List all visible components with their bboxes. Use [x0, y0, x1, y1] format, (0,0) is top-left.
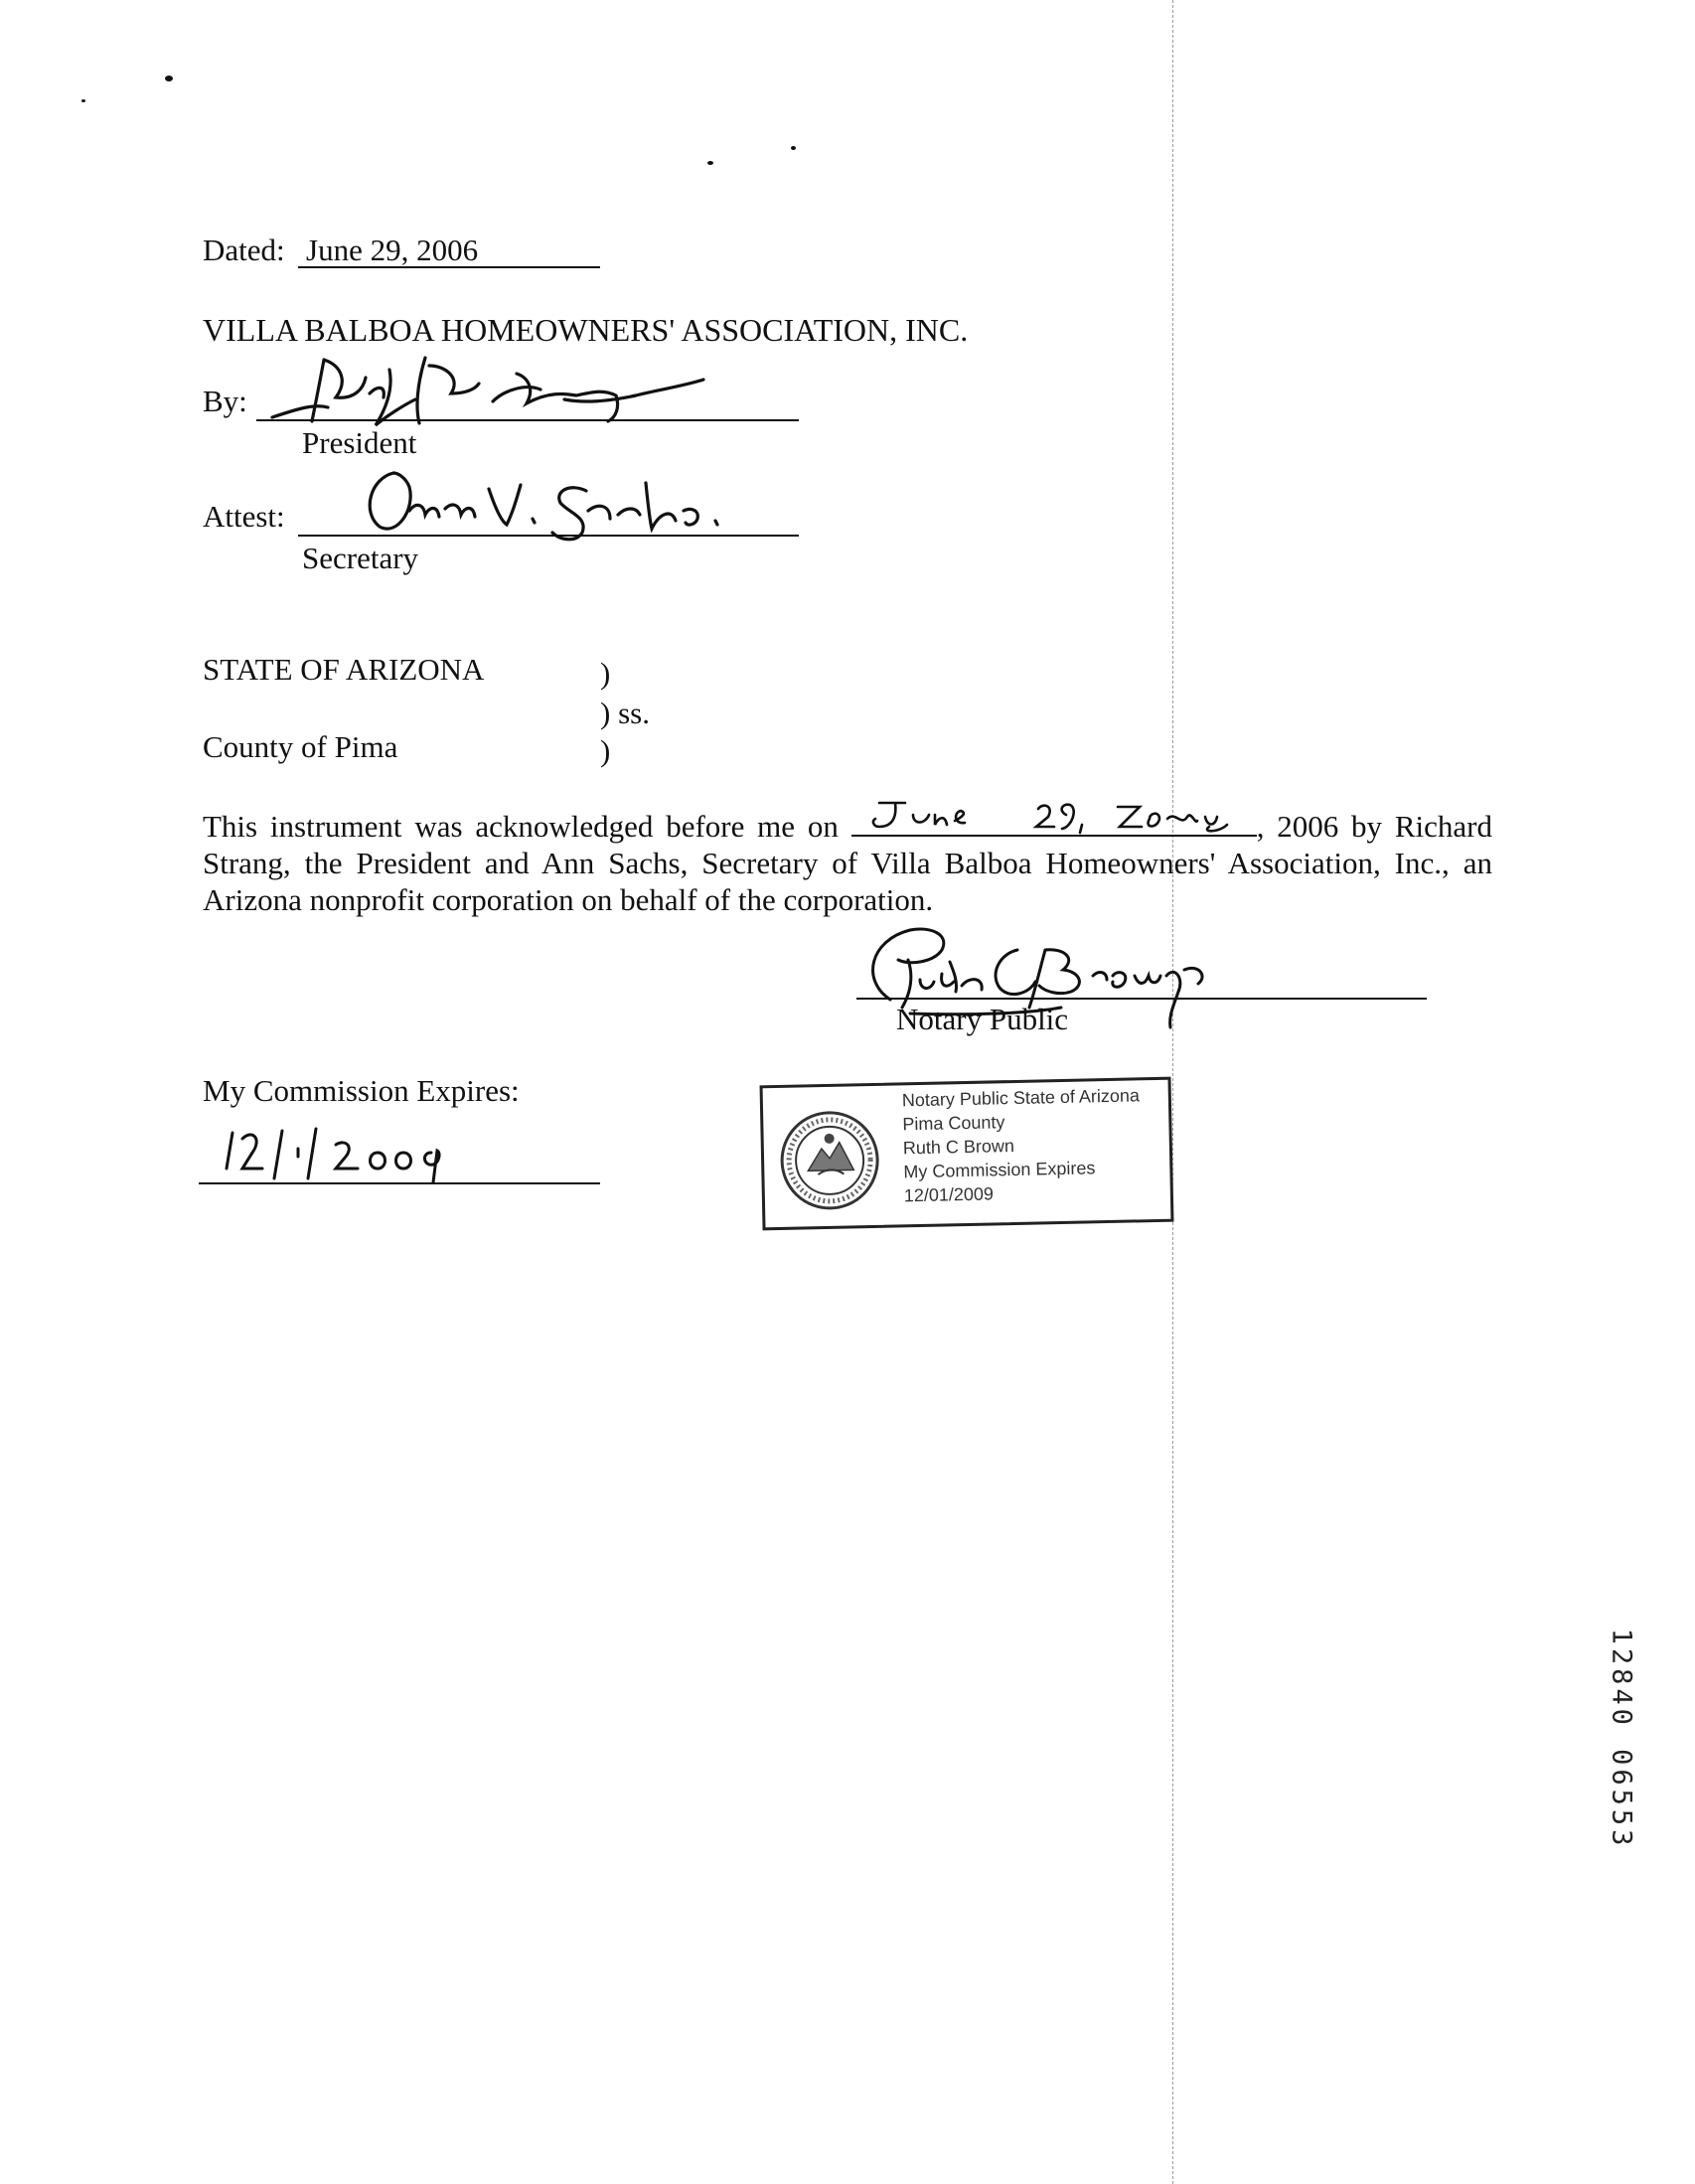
secretary-signature — [358, 463, 775, 562]
dated-label: Dated: — [203, 233, 285, 267]
acknowledgement-handwritten-date — [859, 797, 1257, 837]
recording-number — [1602, 1602, 1641, 1876]
scan-speck — [81, 99, 85, 102]
dated-underline — [298, 266, 600, 268]
secretary-title: Secretary — [302, 541, 419, 575]
commission-underline — [199, 1182, 600, 1184]
state-line: STATE OF ARIZONA — [203, 652, 485, 687]
scan-speck — [165, 76, 173, 81]
scan-speck — [791, 146, 796, 150]
scan-speck — [707, 161, 713, 165]
state-seal-icon — [777, 1108, 882, 1213]
stamp-line-4: My Commission Expires — [903, 1158, 1096, 1182]
notary-title: Notary Public — [896, 1002, 1069, 1036]
notary-signature-line — [856, 998, 1427, 1000]
association-name: VILLA BALBOA HOMEOWNERS' ASSOCIATION, INC. — [203, 312, 969, 348]
stamp-line-3: Ruth C Brown — [902, 1135, 1015, 1159]
president-title: President — [302, 425, 417, 460]
commission-handwritten-date — [213, 1123, 481, 1182]
acknowledgement-date-blank — [851, 807, 1257, 837]
acknowledgement-text-1: This instrument was acknowledged before me on — [203, 809, 839, 844]
attest-label: Attest: — [203, 499, 285, 534]
county-line: County of Pima — [203, 729, 398, 764]
paren-ss: ) ss. — [600, 696, 650, 730]
president-signature — [266, 330, 713, 439]
acknowledgement-paragraph — [203, 807, 1492, 918]
stamp-line-2: Pima County — [902, 1112, 1005, 1135]
dated-value: June 29, 2006 — [306, 233, 479, 267]
scan-fold-line — [1172, 0, 1173, 2184]
stamp-line-5: 12/01/2009 — [903, 1183, 995, 1206]
stamp-line-1: Notary Public State of Arizona — [901, 1085, 1141, 1111]
by-label: By: — [203, 384, 247, 418]
paren-top: ) — [600, 656, 611, 691]
paren-bottom: ) — [600, 733, 611, 768]
acknowledgement-text-2: , 2006 by Richard Strang, the President and Ann Sachs, Secretary of Villa Balboa Homeowners' Association, Inc., an Arizona nonprofit corporation on behalf of the corporation. — [203, 809, 1493, 917]
commission-label: My Commission Expires: — [203, 1073, 520, 1108]
recording-number-text: 12840 06553 — [1606, 1628, 1637, 1850]
notary-stamp — [760, 1077, 1174, 1231]
